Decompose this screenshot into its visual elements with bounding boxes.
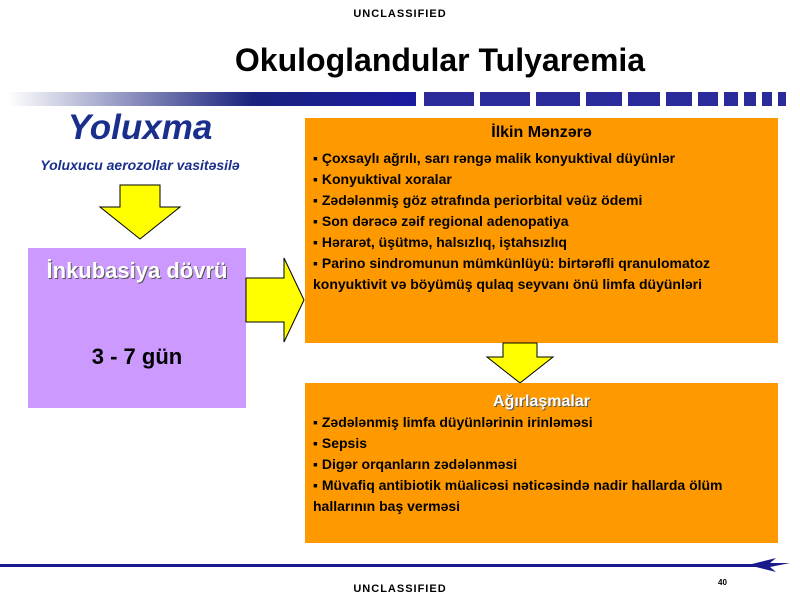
- down-arrow-left: [95, 185, 185, 240]
- complication-item: ▪ Sepsis: [313, 433, 768, 454]
- down-arrow-right: [485, 343, 555, 385]
- complication-item: ▪ Zədələnmiş limfa düyünlərinin irinləməsi: [313, 412, 768, 433]
- yoluxma-heading: Yoluxma: [67, 108, 213, 147]
- classification-bottom: UNCLASSIFIED: [353, 583, 447, 595]
- symptoms-box: [305, 118, 778, 343]
- header-gradient-bar: [8, 92, 416, 106]
- symptoms-title: İlkin Mənzərə: [491, 124, 592, 141]
- complication-item: ▪ Müvafiq antibiotik müalicəsi nəticəsində nadir hallarda ölüm hallarının baş verməsi: [313, 475, 768, 517]
- incubation-title: İnkubasiya dövrü: [46, 258, 228, 283]
- symptoms-list: [313, 148, 768, 295]
- header-block: [480, 92, 530, 106]
- right-arrow: [246, 256, 306, 346]
- symptom-item: ▪ Çoxsaylı ağrılı, sarı rəngə malik konyuktival düyünlər: [313, 148, 768, 169]
- header-block: [536, 92, 580, 106]
- footer-arrow-icon: [748, 554, 792, 576]
- header-block: [628, 92, 660, 106]
- header-block: [724, 92, 738, 106]
- header-block: [778, 92, 786, 106]
- header-block: [666, 92, 692, 106]
- header-block: [744, 92, 756, 106]
- incubation-range: 3 - 7 gün: [91, 344, 183, 369]
- symptom-item: ▪ Hərarət, üşütmə, halsızlıq, iştahsızlıq: [313, 232, 768, 253]
- symptom-item: ▪ Parino sindromunun mümkünlüyü: birtərəfli qranulomatoz konyuktivit və böyümüş qulaq seyvanı önü limfa düyünləri: [313, 253, 768, 295]
- footer-line: [0, 564, 760, 567]
- complications-title: Ağırlaşmalar: [493, 393, 590, 410]
- header-block: [698, 92, 718, 106]
- yoluxma-subtitle: Yoluxucu aerozollar vasitəsilə: [40, 157, 240, 173]
- classification-top: UNCLASSIFIED: [353, 8, 447, 20]
- header-block: [586, 92, 622, 106]
- complications-box: [305, 383, 778, 543]
- page-number: 40: [718, 578, 727, 587]
- symptom-item: ▪ Son dərəcə zəif regional adenopatiya: [313, 211, 768, 232]
- header-block: [762, 92, 772, 106]
- complications-list: [313, 412, 768, 517]
- header-block: [424, 92, 474, 106]
- slide-title: Okuloglandular Tulyaremia: [234, 42, 646, 78]
- symptom-item: ▪ Konyuktival xoralar: [313, 169, 768, 190]
- symptom-item: ▪ Zədələnmiş göz ətrafında periorbital vəüz ödemi: [313, 190, 768, 211]
- complication-item: ▪ Digər orqanların zədələnməsi: [313, 454, 768, 475]
